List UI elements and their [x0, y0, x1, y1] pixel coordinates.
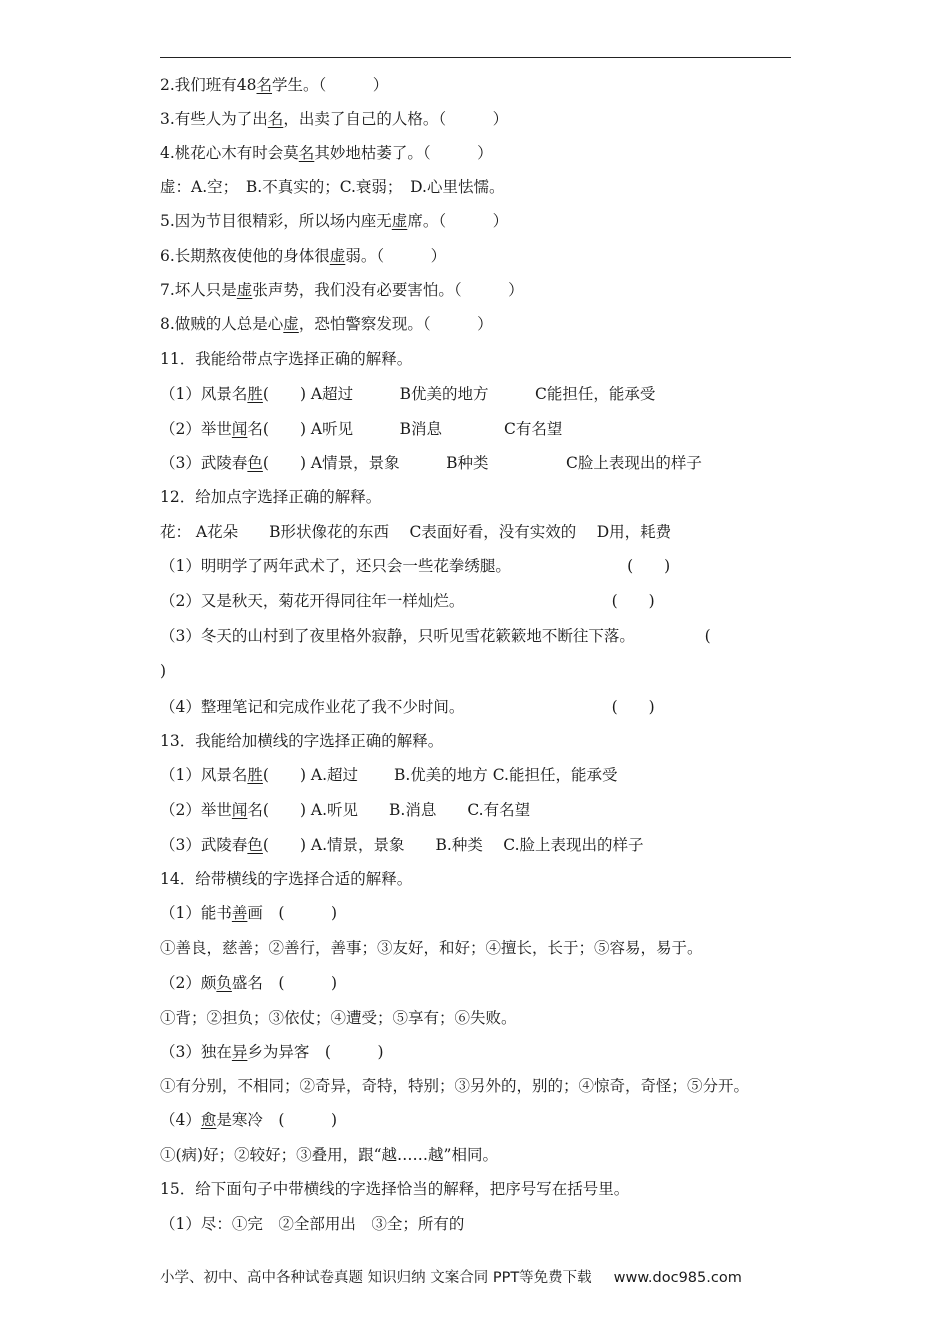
- line-text: 14．给带横线的字选择合适的解释。: [160, 870, 413, 888]
- line-text: 席。（ ）: [407, 212, 509, 230]
- line-text: （3）冬天的山村到了夜里格外寂静，只听见雪花簌簌地不断往下落。 (: [160, 627, 711, 645]
- line-text: 名( ) A.听见 B.消息 C.有名望: [247, 801, 531, 819]
- underlined-char: 善: [231, 904, 248, 922]
- underlined-char: 愈: [200, 1111, 217, 1129]
- line-text: ( ) A超过 B优美的地方 C能担任，能承受: [262, 385, 656, 403]
- underlined-char: 虚: [236, 281, 253, 299]
- line-text: （1）明明学了两年武术了，还只会一些花拳绣腿。 ( ): [160, 557, 671, 575]
- line-text: 13．我能给加横线的字选择正确的解释。: [160, 732, 444, 750]
- text-line: [160, 556, 670, 576]
- underlined-char: 闻: [231, 420, 248, 438]
- text-line: [160, 1179, 629, 1199]
- text-line: [160, 314, 493, 334]
- underlined-char: 色: [247, 454, 263, 472]
- text-line: [160, 973, 337, 993]
- line-text: 乡为异客 ( ): [247, 1043, 384, 1061]
- line-text: 6.长期熬夜使他的身体很: [160, 247, 330, 265]
- footer: [160, 1266, 742, 1287]
- line-text: ( ) A情景，景象 B种类 C脸上表现出的样子: [262, 454, 702, 472]
- text-line: [160, 835, 644, 855]
- line-text: 虚：A.空； B.不真实的；C.衰弱； D.心里怯懦。: [160, 178, 505, 196]
- underlined-char: 虚: [329, 247, 346, 265]
- underlined-char: 胜: [247, 766, 263, 784]
- line-text: 张声势，我们没有必要害怕。（ ）: [252, 281, 524, 299]
- text-line: [160, 487, 381, 507]
- line-text: 花： A花朵 B形状像花的东西 C表面好看，没有实效的 D用，耗费: [160, 523, 672, 541]
- header-rule: [160, 57, 791, 58]
- line-text: （3）武陵春: [160, 454, 248, 472]
- text-line: [160, 280, 524, 300]
- text-line: [160, 1042, 384, 1062]
- underlined-char: 闻: [231, 801, 248, 819]
- text-line: [160, 419, 562, 439]
- text-line: [160, 626, 711, 646]
- line-text: 12．给加点字选择正确的解释。: [160, 488, 382, 506]
- underlined-char: 异: [231, 1043, 248, 1061]
- underlined-char: 负: [216, 974, 232, 992]
- line-text: ①善良，慈善；②善行，善事；③友好，和好；④擅长，长于；⑤容易，易于。: [160, 939, 703, 957]
- underlined-char: 名: [267, 110, 284, 128]
- text-line: [160, 211, 508, 231]
- text-line: [160, 246, 446, 266]
- footer-url[interactable]: www.doc985.com: [613, 1270, 742, 1286]
- line-text: 学生。（ ）: [272, 76, 389, 94]
- text-line: [160, 143, 493, 163]
- text-line: [160, 800, 530, 820]
- footer-text: 小学、初中、高中各种试卷真题 知识归纳 文案合同 PPT等免费下载: [160, 1270, 592, 1286]
- line-text: （3）武陵春: [160, 836, 248, 854]
- line-text: ): [160, 662, 167, 680]
- line-text: 是寒冷 ( ): [216, 1111, 337, 1129]
- underlined-char: 胜: [247, 385, 263, 403]
- underlined-char: 色: [247, 836, 263, 854]
- text-line: [160, 1214, 464, 1234]
- line-text: ( ) A.情景，景象 B.种类 C.脸上表现出的样子: [262, 836, 644, 854]
- text-line: [160, 697, 655, 717]
- line-text: 2.我们班有48: [160, 76, 257, 94]
- line-text: 8.做贼的人总是心: [160, 315, 284, 333]
- underlined-char: 虚: [391, 212, 408, 230]
- line-text: （4）整理笔记和完成作业花了我不少时间。 ( ): [160, 698, 655, 716]
- line-text: （1）风景名: [160, 766, 248, 784]
- text-line: [160, 765, 617, 785]
- line-text: 画 ( ): [247, 904, 337, 922]
- text-line: [160, 522, 671, 542]
- line-text: 11．我能给带点字选择正确的解释。: [160, 350, 413, 368]
- text-line: [160, 1110, 337, 1130]
- line-text: （4）: [160, 1111, 201, 1129]
- line-text: ①有分别，不相同；②奇异，奇特，特别；③另外的，别的；④惊奇，奇怪；⑤分开。: [160, 1077, 750, 1095]
- line-text: 盛名 ( ): [231, 974, 337, 992]
- line-text: ①背；②担负；③依仗；④遭受；⑤享有；⑥失败。: [160, 1009, 517, 1027]
- text-line: [160, 384, 655, 404]
- text-line: [160, 731, 443, 751]
- text-line: [160, 1145, 498, 1165]
- line-text: 3.有些人为了出: [160, 110, 268, 128]
- line-text: 其妙地枯萎了。（ ）: [314, 144, 493, 162]
- line-text: （2）颇: [160, 974, 217, 992]
- text-line: [160, 661, 166, 681]
- text-line: [160, 1076, 749, 1096]
- line-text: ①(病)好；②较好；③叠用，跟“越……越”相同。: [160, 1146, 498, 1164]
- text-line: [160, 903, 337, 923]
- line-text: （3）独在: [160, 1043, 232, 1061]
- line-text: 弱。（ ）: [345, 247, 447, 265]
- line-text: 5.因为节目很精彩，所以场内座无: [160, 212, 392, 230]
- text-line: [160, 109, 508, 129]
- line-text: 名( ) A听见 B消息 C有名望: [247, 420, 563, 438]
- underlined-char: 虚: [283, 315, 299, 333]
- line-text: 4.桃花心木有时会莫: [160, 144, 299, 162]
- text-line: [160, 1008, 517, 1028]
- line-text: ( ) A.超过 B.优美的地方 C.能担任，能承受: [262, 766, 618, 784]
- line-text: 15．给下面句子中带横线的字选择恰当的解释，把序号写在括号里。: [160, 1180, 630, 1198]
- line-text: （1）风景名: [160, 385, 248, 403]
- line-text: 7.坏人只是: [160, 281, 237, 299]
- text-line: [160, 938, 703, 958]
- text-line: [160, 177, 504, 197]
- line-text: （2）又是秋天，菊花开得同往年一样灿烂。 ( ): [160, 592, 655, 610]
- underlined-char: 名: [298, 144, 315, 162]
- line-text: （1）尽：①完 ②全部用出 ③全；所有的: [160, 1215, 465, 1233]
- underlined-char: 名: [256, 76, 273, 94]
- line-text: （1）能书: [160, 904, 232, 922]
- text-line: [160, 75, 388, 95]
- line-text: ，恐怕警察发现。（ ）: [298, 315, 493, 333]
- text-line: [160, 591, 655, 611]
- line-text: ，出卖了自己的人格。（ ）: [283, 110, 509, 128]
- line-text: （2）举世: [160, 420, 232, 438]
- text-line: [160, 453, 702, 473]
- text-line: [160, 349, 412, 369]
- line-text: （2）举世: [160, 801, 232, 819]
- text-line: [160, 869, 412, 889]
